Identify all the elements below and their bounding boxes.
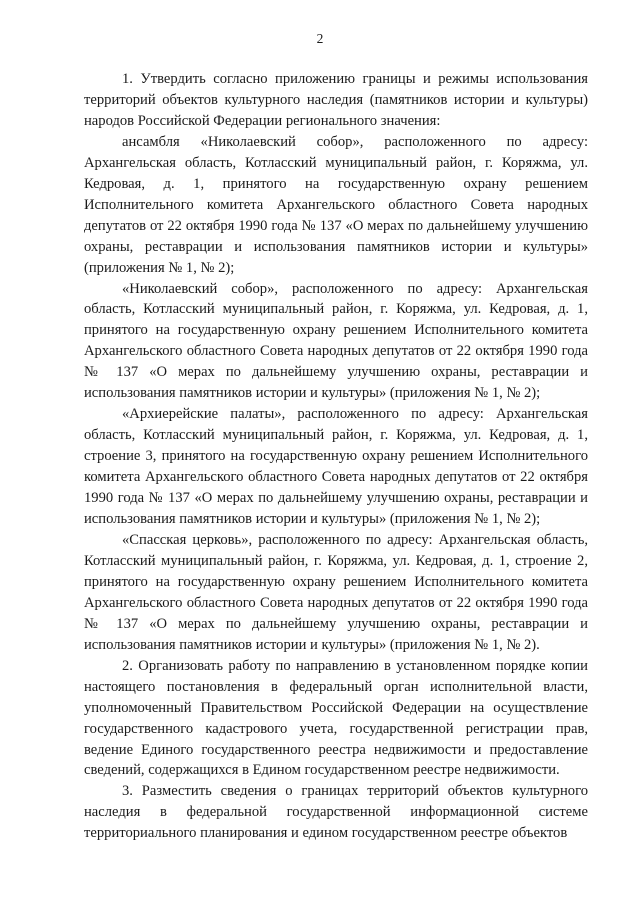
paragraph-nikolaevsky-sobor: «Николаевский собор», расположенного по адресу: Архангельская область, Котласский муниципальный район, г. Коряжма, ул. Кедровая, д. 1, принятого на государственную охрану решением Исполнительного комитета Архангельского областного Совета народных депутатов от 22 октября 1990 года № 137 «О мерах по дальнейшему улучшению охраны, реставрации и использования памятников истории и культуры» (приложения № 1, № 2); [84,280,588,402]
document-body [84,69,588,844]
paragraph-ensemble-nikolaevsky-sobor: ансамбля «Николаевский собор», расположенного по адресу: Архангельская область, Котласский муниципальный район, г. Коряжма, ул. Кедровая, д. 1, принятого на государственную охрану решением Исполнительного комитета Архангельского областного Совета народных депутатов от 22 октября 1990 года № 137 «О мерах по дальнейшему улучшению охраны, реставрации и использования памятников истории и культуры» (приложения № 1, № 2); [84,133,588,276]
paragraph-arkhiereyskie-palaty: «Архиерейские палаты», расположенного по адресу: Архангельская область, Котласский муниципальный район, г. Коряжма, ул. Кедровая, д. 1, строение 3, принятого на государственную охрану решением Исполнительного комитета Архангельского областного Совета народных депутатов от 22 октября 1990 года № 137 «О мерах по дальнейшему улучшению охраны, реставрации и использования памятников истории и культуры» (приложения № 1, № 2); [84,406,588,528]
paragraph-spasskaya-tserkov: «Спасская церковь», расположенного по адресу: Архангельская область, Котласский муниципальный район, г. Коряжма, ул. Кедровая, д. 1, строение 2, принятого на государственную охрану решением Исполнительного комитета Архангельского областного Совета народных депутатов от 22 октября 1990 года № 137 «О мерах по дальнейшему улучшению охраны, реставрации и использования памятников истории и культуры» (приложения № 1, № 2). [84,531,588,653]
page-number: 2 [316,31,324,46]
paragraph-item-3: 3. Разместить сведения о границах территорий объектов культурного наследия в федеральной государственной информационной системе территориального планирования и едином государственном реестре объектов [84,783,588,842]
paragraph-item-1: 1. Утвердить согласно приложению границы и режимы использования территорий объектов культурного наследия (памятников истории и культуры) народов Российской Федерации регионального значения: [84,71,588,129]
paragraph-item-2: 2. Организовать работу по направлению в установленном порядке копии настоящего постановления в федеральный орган исполнительной власти, уполномоченный Правительством Российской Федерации на осуществление государственного кадастрового учета, государственной регистрации прав, ведение Единого государственного реестра недвижимости и предоставление сведений, содержащихся в Едином государственном реестре недвижимости. [84,657,588,779]
